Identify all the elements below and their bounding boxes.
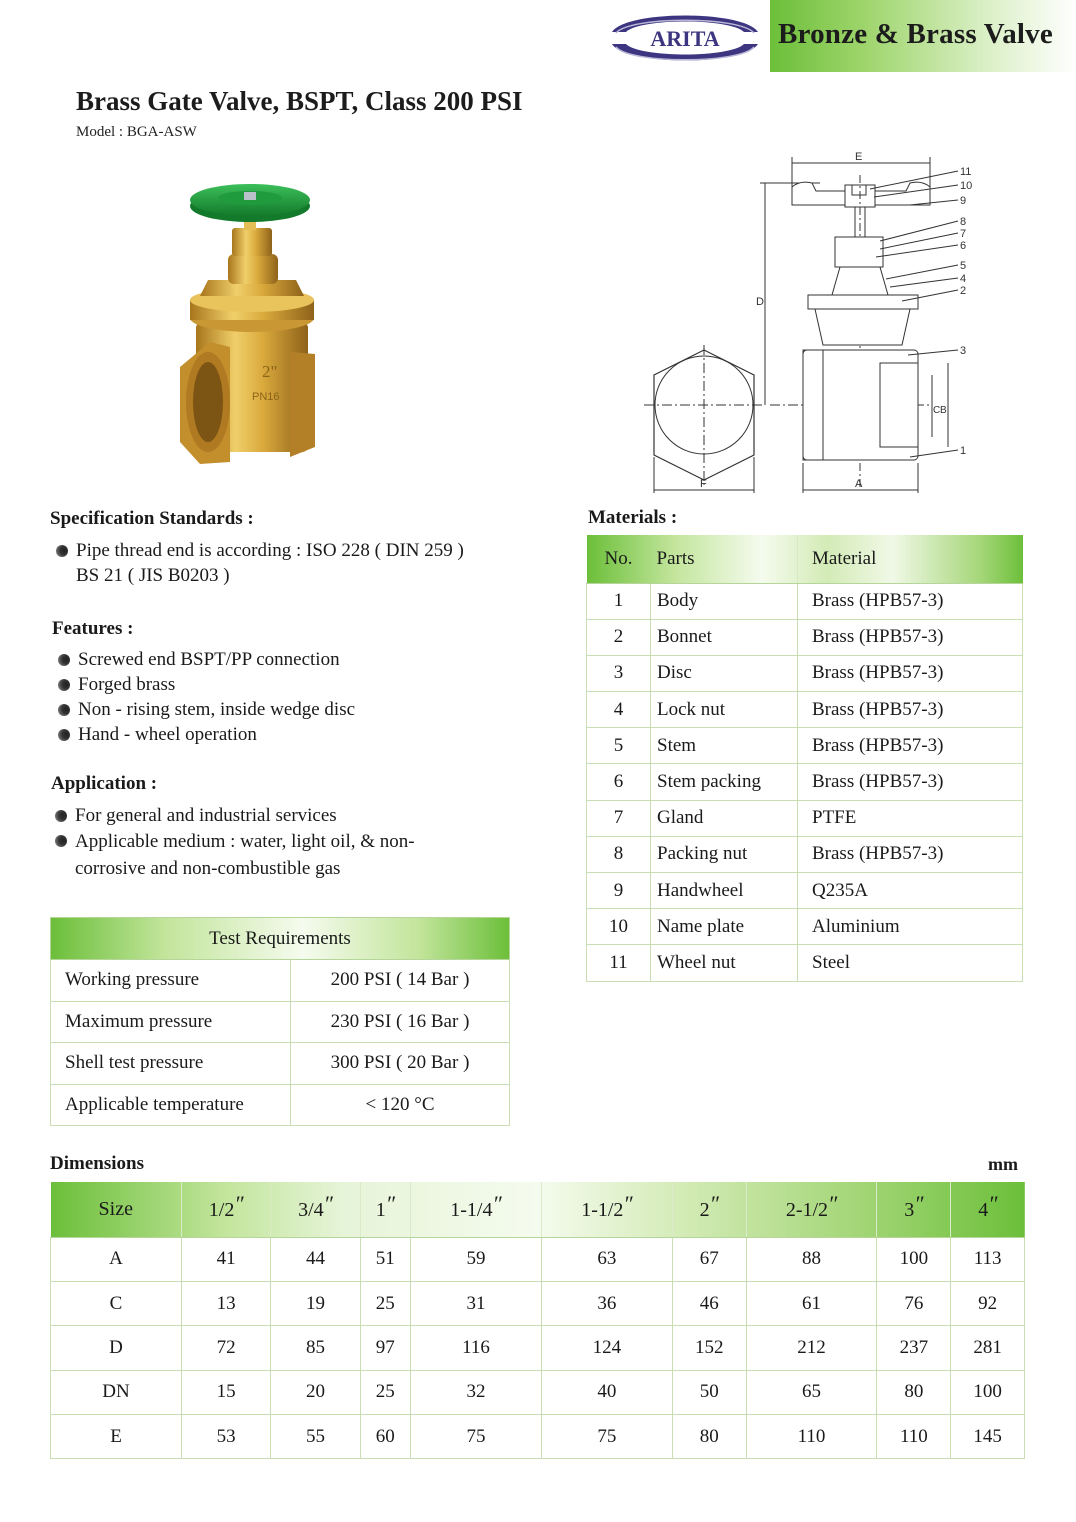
application-item: Applicable medium : water, light oil, & non- corrosive and non-combustible gas [51,828,415,882]
inch-mark: ″ [234,1191,244,1217]
column-header-size-value: 1-1/2″ [541,1182,672,1237]
part-number: 2 [587,619,651,655]
inch-mark: ″ [988,1191,998,1217]
photo-pn-mark: PN16 [252,391,280,403]
table-row [587,800,1023,836]
inch-mark: ″ [709,1191,719,1217]
dimension-value: 59 [411,1237,542,1281]
part-number-8: 8 [960,216,967,228]
column-header-no: No. [587,535,651,583]
dimension-value: 110 [746,1415,877,1459]
part-number-4: 4 [960,273,967,285]
column-header-size-value: 3″ [877,1182,951,1237]
part-name: Bonnet [651,619,798,655]
inch-mark: ″ [323,1191,333,1217]
material-value: Brass (HPB57-3) [798,692,1023,728]
material-value: Brass (HPB57-3) [798,655,1023,691]
feature-item: Non - rising stem, inside wedge disc [54,697,355,722]
dimension-value: 92 [951,1281,1025,1325]
part-number-2: 2 [960,285,967,297]
dim-label-b: B [940,405,947,416]
table-row [587,728,1023,764]
material-value: Brass (HPB57-3) [798,583,1023,619]
column-header-size-value: 3/4″ [271,1182,360,1237]
dimension-value: 61 [746,1281,877,1325]
valve-technical-drawing [640,145,980,495]
part-name: Handwheel [651,873,798,909]
dimension-value: 50 [672,1370,746,1414]
dimension-value: 60 [360,1415,410,1459]
inch-mark: ″ [828,1191,838,1217]
specification-list [52,538,464,588]
dim-label-a: A [855,478,863,490]
inch-mark: ″ [914,1191,924,1217]
inch-mark: ″ [623,1191,633,1217]
bullet-icon [58,704,70,716]
table-row [587,836,1023,872]
dimension-value: 40 [541,1370,672,1414]
column-header-size-value: 4″ [951,1182,1025,1237]
part-number: 10 [587,909,651,945]
material-value: Brass (HPB57-3) [798,836,1023,872]
part-number: 9 [587,873,651,909]
dimension-value: 100 [951,1370,1025,1414]
dimension-value: 281 [951,1326,1025,1370]
column-header-size-value: 1/2″ [182,1182,271,1237]
dimension-value: 80 [877,1370,951,1414]
table-row [51,1237,1025,1281]
valve-photo [170,172,330,472]
dimension-value: 97 [360,1326,410,1370]
bullet-icon [55,835,67,847]
page-title: Brass Gate Valve, BSPT, Class 200 PSI [76,86,523,116]
header-banner [770,0,1076,72]
column-header-material: Material [798,535,1023,583]
material-value: Q235A [798,873,1023,909]
part-name: Wheel nut [651,945,798,981]
part-number: 6 [587,764,651,800]
row-label: E [51,1415,182,1459]
table-row: Applicable temperature < 120 °C [51,1084,510,1126]
photo-size-mark: 2" [262,362,278,381]
dimension-value: 53 [182,1415,271,1459]
table-row: Shell test pressure 300 PSI ( 20 Bar ) [51,1043,510,1085]
material-value: Steel [798,945,1023,981]
specification-item: Pipe thread end is according : ISO 228 ( DIN 259 ) BS 21 ( JIS B0203 ) [52,538,464,588]
dimension-value: 72 [182,1326,271,1370]
part-number: 3 [587,655,651,691]
bullet-icon [56,545,68,557]
table-row [587,909,1023,945]
table-row [587,583,1023,619]
dimension-value: 75 [541,1415,672,1459]
dimension-value: 51 [360,1237,410,1281]
part-name: Body [651,583,798,619]
dimension-value: 20 [271,1370,360,1414]
dimension-value: 19 [271,1281,360,1325]
dimension-value: 113 [951,1237,1025,1281]
dim-label-c: C [933,405,941,416]
part-number: 8 [587,836,651,872]
dimension-value: 80 [672,1415,746,1459]
part-number-5: 5 [960,260,967,272]
table-row: Working pressure 200 PSI ( 14 Bar ) [51,960,510,1002]
features-list [54,647,355,747]
table-row [587,655,1023,691]
table-row [51,1281,1025,1325]
dimensions-table [50,1182,1025,1459]
table-row [51,1326,1025,1370]
part-number: 7 [587,800,651,836]
part-name: Stem packing [651,764,798,800]
part-number-10: 10 [960,180,973,192]
test-requirements-table [50,917,510,1126]
part-name: Name plate [651,909,798,945]
materials-heading: Materials : [588,507,678,528]
material-value: Brass (HPB57-3) [798,764,1023,800]
table-row [587,692,1023,728]
dimension-value: 145 [951,1415,1025,1459]
part-number: 11 [587,945,651,981]
dimension-value: 116 [411,1326,542,1370]
part-number-11: 11 [960,166,972,178]
part-name: Packing nut [651,836,798,872]
specification-continuation: BS 21 ( JIS B0203 ) [76,565,230,586]
part-number: 5 [587,728,651,764]
feature-item: Screwed end BSPT/PP connection [54,647,355,672]
table-row [51,1370,1025,1414]
dimension-value: 100 [877,1237,951,1281]
material-value: Brass (HPB57-3) [798,728,1023,764]
features-heading: Features : [52,618,134,639]
dimension-value: 25 [360,1370,410,1414]
part-number-9: 9 [960,195,967,207]
column-header-size-value: 1″ [360,1182,410,1237]
bullet-icon [58,729,70,741]
dimension-value: 41 [182,1237,271,1281]
part-number-1: 1 [960,445,967,457]
inch-mark: ″ [492,1191,502,1217]
row-label: A [51,1237,182,1281]
dimension-value: 110 [877,1415,951,1459]
dimension-value: 152 [672,1326,746,1370]
part-number: 4 [587,692,651,728]
dimensions-heading: Dimensions [50,1153,144,1174]
model-number: Model : BGA-ASW [76,124,197,140]
material-value: Brass (HPB57-3) [798,619,1023,655]
arita-logo [606,6,764,70]
dimension-value: 55 [271,1415,360,1459]
specification-heading: Specification Standards : [50,508,254,529]
logo-text: ARITA [650,26,720,51]
dimension-value: 36 [541,1281,672,1325]
row-label: C [51,1281,182,1325]
dimension-value: 46 [672,1281,746,1325]
table-row [587,945,1023,981]
dimension-value: 88 [746,1237,877,1281]
dim-label-e: E [855,151,863,163]
part-name: Disc [651,655,798,691]
dimension-value: 25 [360,1281,410,1325]
part-number-3: 3 [960,345,967,357]
material-value: Aluminium [798,909,1023,945]
part-name: Gland [651,800,798,836]
column-header-size-value: 2″ [672,1182,746,1237]
part-name: Stem [651,728,798,764]
bullet-icon [58,654,70,666]
dim-label-f: F [700,478,707,490]
row-label: DN [51,1370,182,1414]
dimension-value: 65 [746,1370,877,1414]
column-header-parts: Parts [651,535,798,583]
dimension-value: 63 [541,1237,672,1281]
test-requirements-heading: Test Requirements [51,918,510,960]
part-number: 1 [587,583,651,619]
dimension-value: 32 [411,1370,542,1414]
application-continuation: corrosive and non-combustible gas [75,858,341,879]
materials-table [586,535,1023,982]
dimension-value: 85 [271,1326,360,1370]
table-row [51,1415,1025,1459]
application-list [51,803,415,882]
bullet-icon [58,679,70,691]
dimension-value: 76 [877,1281,951,1325]
column-header-size-value: 1-1/4″ [411,1182,542,1237]
dimension-value: 67 [672,1237,746,1281]
feature-item: Forged brass [54,672,355,697]
application-item: For general and industrial services [51,803,415,828]
part-number-7: 7 [960,228,967,240]
part-number-6: 6 [960,240,967,252]
bullet-icon [55,810,67,822]
feature-item: Hand - wheel operation [54,722,355,747]
application-heading: Application : [51,773,158,794]
dimension-value: 75 [411,1415,542,1459]
table-row [587,764,1023,800]
inch-mark: ″ [385,1191,395,1217]
dimension-value: 237 [877,1326,951,1370]
table-row [587,873,1023,909]
table-row [587,619,1023,655]
banner-title: Bronze & Brass Valve [778,18,1053,50]
table-row: Maximum pressure 230 PSI ( 16 Bar ) [51,1001,510,1043]
column-header-size: Size [51,1182,182,1237]
dimension-value: 212 [746,1326,877,1370]
dimension-value: 44 [271,1237,360,1281]
material-value: PTFE [798,800,1023,836]
dimension-value: 124 [541,1326,672,1370]
row-label: D [51,1326,182,1370]
dimension-value: 13 [182,1281,271,1325]
dimension-value: 31 [411,1281,542,1325]
column-header-size-value: 2-1/2″ [746,1182,877,1237]
unit-label: mm [988,1154,1018,1174]
dimension-value: 15 [182,1370,271,1414]
dim-label-d: D [756,296,764,308]
part-name: Lock nut [651,692,798,728]
